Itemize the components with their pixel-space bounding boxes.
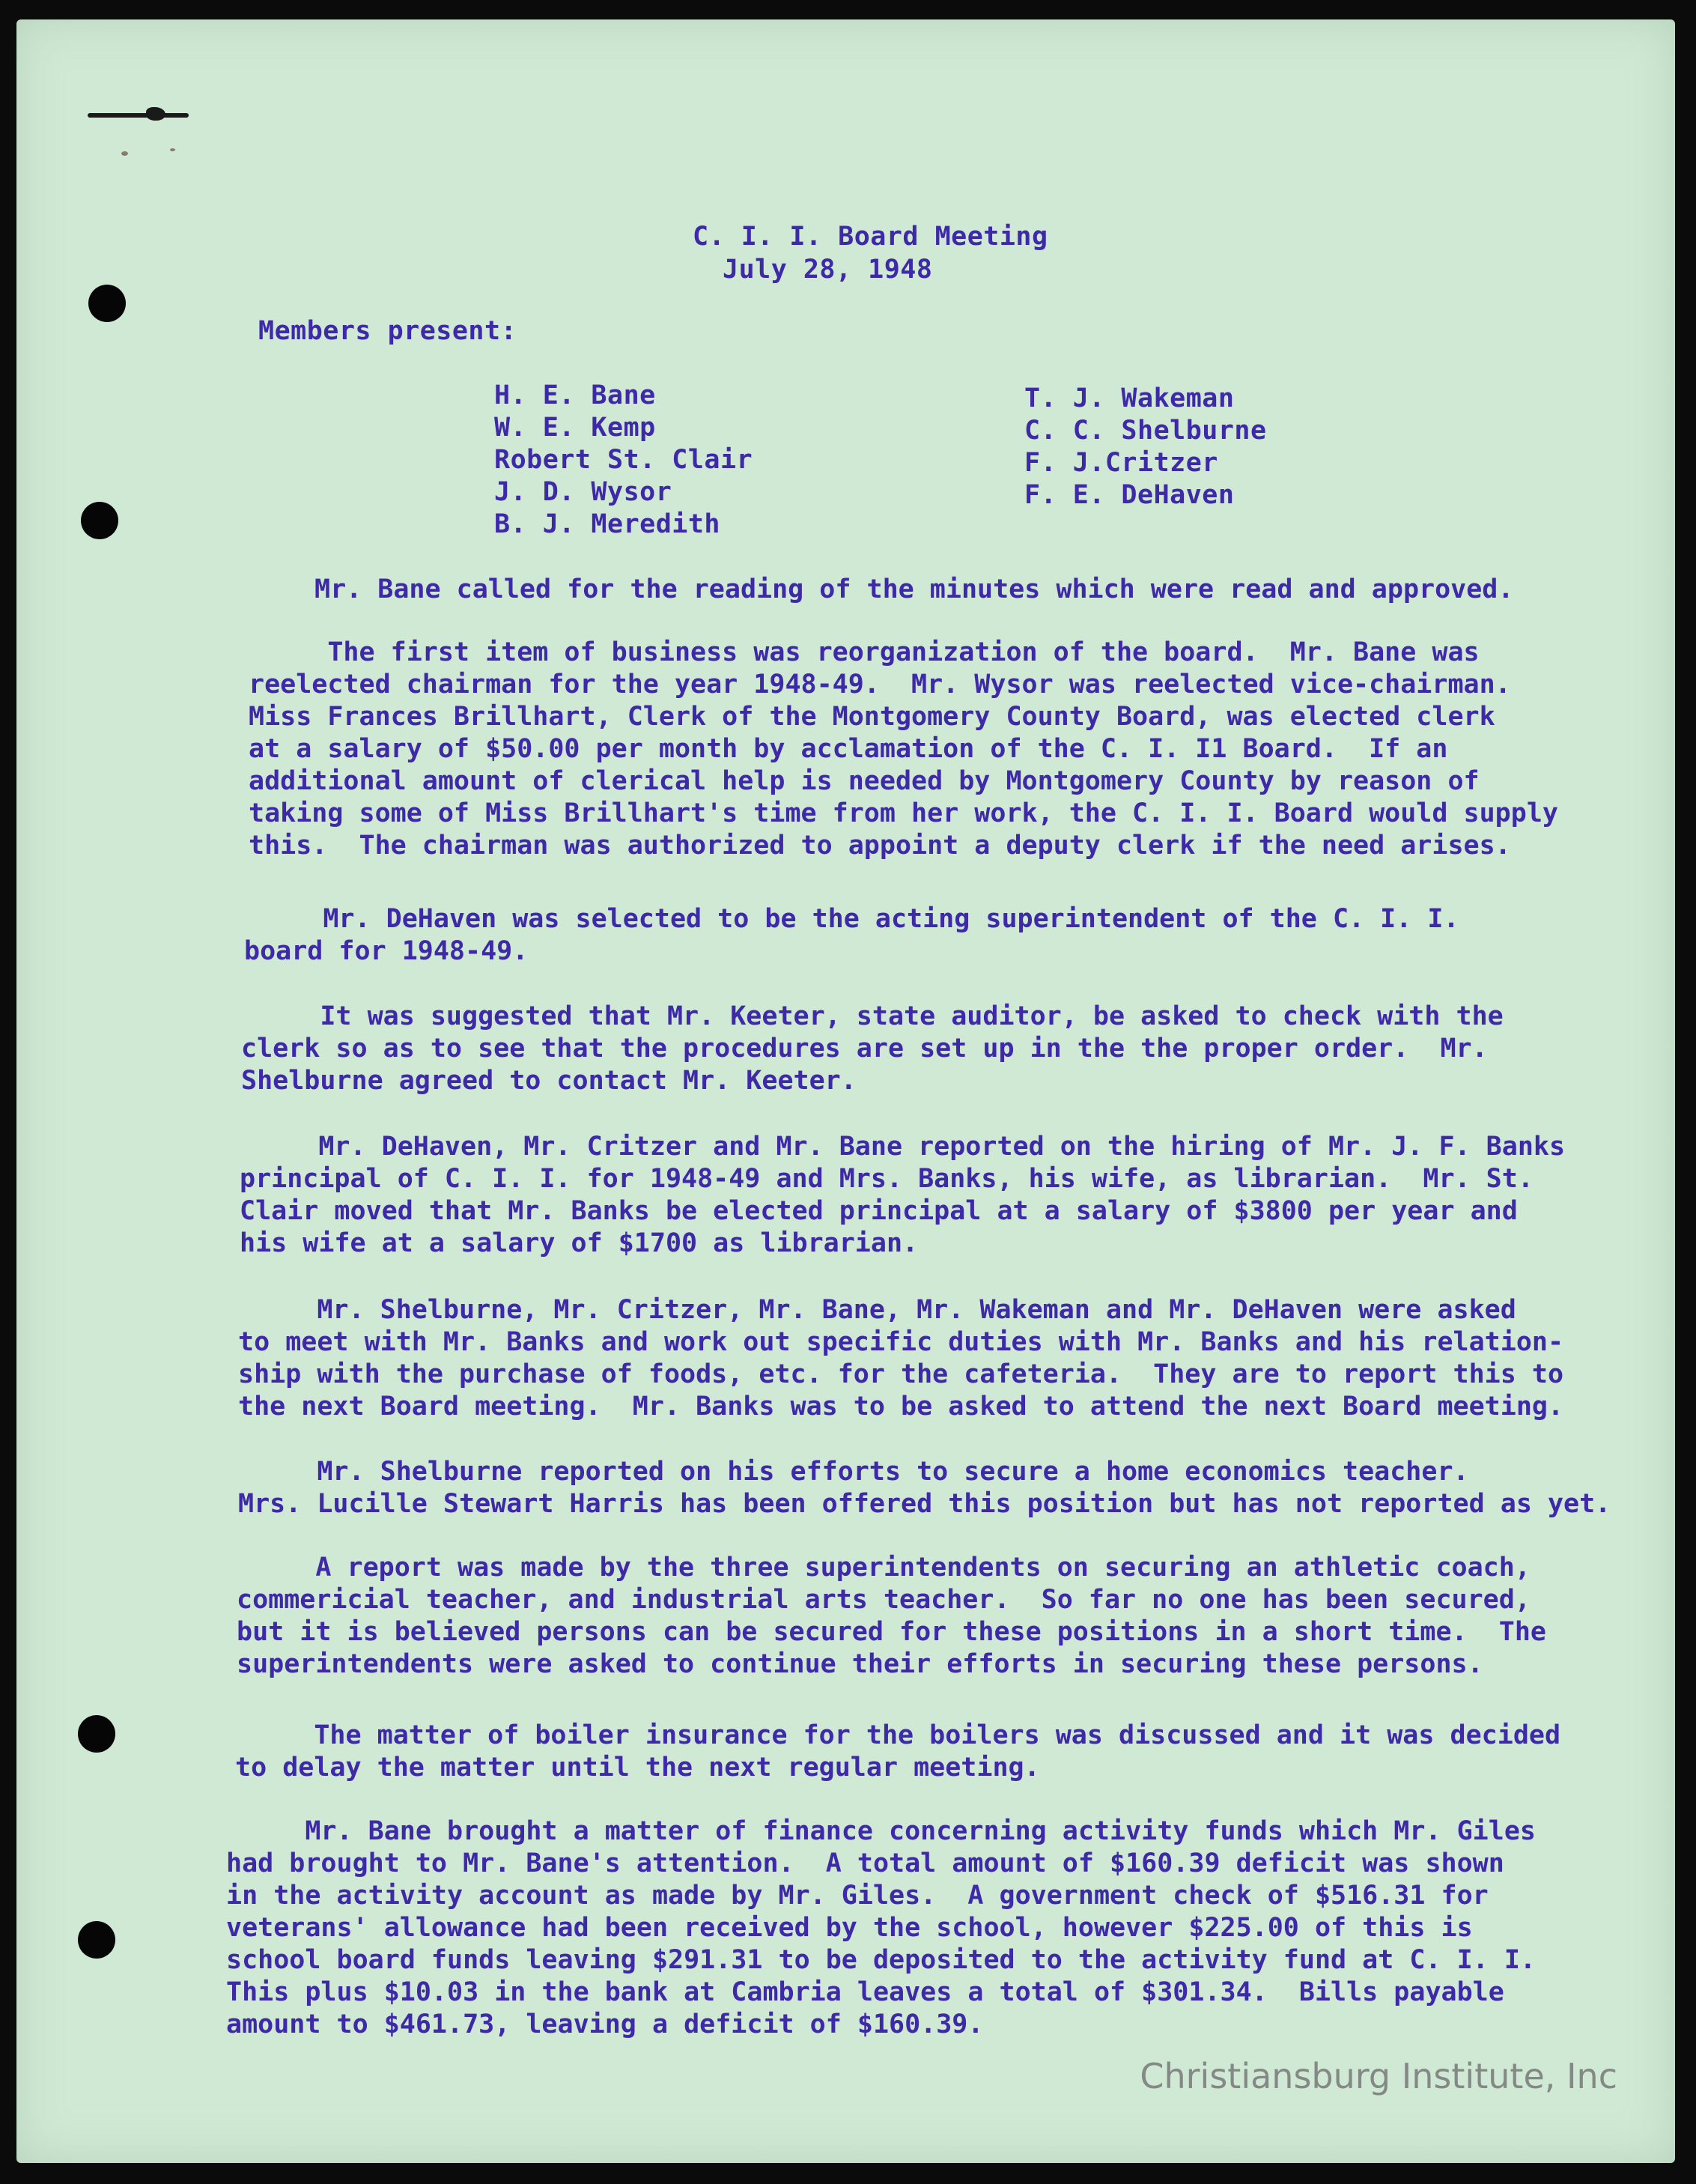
paragraph-duties: Mr. Shelburne, Mr. Critzer, Mr. Bane, Mr. Wakeman and Mr. DeHaven were asked to meet with Mr. Banks and work out specific duties with Mr. Banks and his relation- ship with the purchase of foods, etc. for the cafeteria. They are to report this to the next Board meeting. Mr. Banks was to be asked to attend the next Board meeting. bbox=[238, 1295, 1564, 1422]
paragraph-teachers: A report was made by the three superintendents on securing an athletic coach, commericial teacher, and industrial arts teacher. So far no one has been secured, but it is believed persons can be secured for these positions in a short time. The superintendents were asked to continue their efforts in securing these persons. bbox=[237, 1553, 1546, 1679]
punch-hole bbox=[78, 1921, 115, 1959]
member-right: F. E. DeHaven bbox=[1024, 480, 1235, 510]
punch-hole bbox=[81, 502, 118, 539]
paragraph-finance: Mr. Bane brought a matter of finance concerning activity funds which Mr. Giles had brought to Mr. Bane's attention. A total amount of $160.39 deficit was shown in the activity account as made by Mr. Giles. A government check of $516.31 for veterans' allowance had been received by the school, however $225.00 of this is school board funds leaving $291.31 to be deposited to the activity fund at C. I. I. This plus $10.03 in the bank at Cambria leaves a total of $301.34. Bills payable amount to $461.73, leaving a deficit of $160.39. bbox=[226, 1816, 1536, 2039]
staple-mark bbox=[88, 113, 189, 118]
member-left: H. E. Bane bbox=[494, 380, 656, 410]
member-right: T. J. Wakeman bbox=[1024, 383, 1235, 413]
paper-speck bbox=[121, 151, 128, 156]
paragraph-auditor: It was suggested that Mr. Keeter, state auditor, be asked to check with the clerk so as to see that the procedures are set up in the the proper order. Mr. Shelburne agreed to contact Mr. Keeter. bbox=[241, 1001, 1504, 1096]
document-date: July 28, 1948 bbox=[723, 255, 933, 285]
member-left: Robert St. Clair bbox=[494, 445, 753, 475]
member-right: C. C. Shelburne bbox=[1024, 416, 1267, 446]
punch-hole bbox=[88, 285, 126, 322]
punch-hole bbox=[78, 1715, 115, 1753]
paragraph-home-economics: Mr. Shelburne reported on his efforts to secure a home economics teacher. Mrs. Lucille Stewart Harris has been offered this position but has not reported as yet. bbox=[238, 1457, 1611, 1519]
paragraph-superintendent: Mr. DeHaven was selected to be the acting superintendent of the C. I. I. board for 1948-49. bbox=[244, 904, 1459, 966]
member-left: W. E. Kemp bbox=[494, 413, 656, 443]
archive-watermark: Christiansburg Institute, Inc bbox=[1140, 2056, 1617, 2096]
paper-speck bbox=[170, 148, 175, 151]
document-title: C. I. I. Board Meeting bbox=[693, 222, 1048, 252]
paragraph-minutes: Mr. Bane called for the reading of the minutes which were read and approved. bbox=[314, 574, 1514, 604]
member-right: F. J.Critzer bbox=[1024, 448, 1218, 478]
members-label: Members present: bbox=[258, 316, 517, 346]
member-left: J. D. Wysor bbox=[494, 477, 672, 507]
paragraph-reorganization: The first item of business was reorganization of the board. Mr. Bane was reelected chairman for the year 1948-49. Mr. Wysor was reelected vice-chairman. Miss Frances Brillhart, Clerk of the Montgomery County Board, was elected clerk at a salary of $50.00 per month by acclamation of the C. I. I1 Board. If an additional amount of clerical help is needed by Montgomery County by reason of taking some of Miss Brillhart's time from her work, the C. I. I. Board would supply this. The chairman was authorized to appoint a deputy clerk if the need arises. bbox=[249, 637, 1558, 861]
paragraph-principal: Mr. DeHaven, Mr. Critzer and Mr. Bane reported on the hiring of Mr. J. F. Banks principal of C. I. I. for 1948-49 and Mrs. Banks, his wife, as librarian. Mr. St. Clair moved that Mr. Banks be elected principal at a salary of $3800 per year and his wife at a salary of $1700 as librarian. bbox=[240, 1132, 1566, 1258]
member-left: B. J. Meredith bbox=[494, 509, 721, 539]
paragraph-boiler-insurance: The matter of boiler insurance for the boilers was discussed and it was decided to delay the matter until the next regular meeting. bbox=[235, 1720, 1561, 1783]
